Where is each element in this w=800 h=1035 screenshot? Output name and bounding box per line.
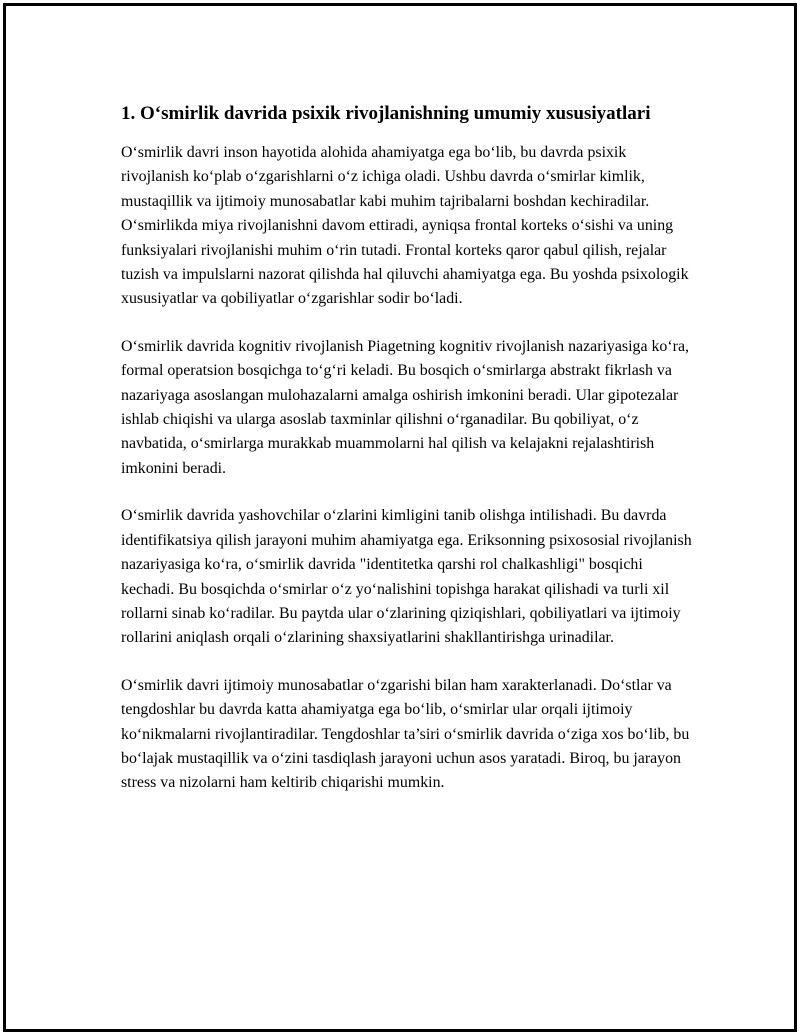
paragraph-4: O‘smirlik davri ijtimoiy munosabatlar o‘zgarishi bilan ham xarakterlanadi. Do‘stlar va tengdoshlar bu davrda katta ahamiyatga ega bo‘lib, o‘smirlar ular orqali ijtimoiy ko‘nikmalarni rivojlantiradilar. Tengdoshlar ta’siri o‘smirlik davrida o‘ziga xos bo‘lib, bu bo‘lajak mustaqillik va o‘zini tasdiqlash jarayoni uchun asos yaratadi. Biroq, bu jarayon stress va nizolarni ham keltirib chiqarishi mumkin. <box>121 676 690 792</box>
page-frame <box>3 3 797 1032</box>
paragraph-1: O‘smirlik davri inson hayotida alohida ahamiyatga ega bo‘lib, bu davrda psixik rivojlanish ko‘plab o‘zgarishlarni o‘z ichiga oladi. Ushbu davrda o‘smirlar kimlik, mustaqillik va ijtimoiy munosabatlar kabi muhim tajribalarni boshdan kechiradilar. O‘smirlikda miya rivojlanishni davom ettiradi, ayniqsa frontal korteks o‘sishi va uning funksiyalari rivojlanishi muhim o‘rin tutadi. Frontal korteks qaror qabul qilish, rejalar tuzish va impulslarni nazorat qilishda hal qiluvchi ahamiyatga ega. Bu yoshda psixologik xususiyatlar va qobiliyatlar o‘zgarishlar sodir bo‘ladi. <box>121 144 689 308</box>
document-body <box>121 100 696 819</box>
paragraph-2: O‘smirlik davrida kognitiv rivojlanish Piagetning kognitiv rivojlanish nazariyasiga ko‘ra, formal operatsion bosqichga to‘g‘ri keladi. Bu bosqich o‘smirlarga abstrakt fikrlash va nazariyaga asoslangan mulohazalarni amalga oshirish imkonini beradi. Ular gipotezalar ishlab chiqishi va ularga asoslab taxminlar qilishni o‘rganadilar. Bu qobiliyat, o‘z navbatida, o‘smirlarga murakkab muammolarni hal qilish va kelajakni rejalashtirish imkonini beradi. <box>121 337 689 477</box>
section-title: 1. O‘smirlik davrida psixik rivojlanishning umumiy xususiyatlari <box>121 103 651 124</box>
paragraph-3: O‘smirlik davrida yashovchilar o‘zlarini kimligini tanib olishga intilishadi. Bu davrda identifikatsiya qilish jarayoni muhim ahamiyatga ega. Eriksonning psixososial rivojlanish nazariyasiga ko‘ra, o‘smirlik davrida "identitetka qarshi rol chalkashligi" bosqichi kechadi. Bu bosqichda o‘smirlar o‘z yo‘nalishini topishga harakat qilishadi va turli xil rollarni sinab ko‘radilar. Bu paytda ular o‘zlarining qiziqishlari, qobiliyatlari va ijtimoiy rollarini aniqlash orqali o‘zlarining shaxsiyatlarini shakllantirishga urinadilar. <box>121 507 692 647</box>
